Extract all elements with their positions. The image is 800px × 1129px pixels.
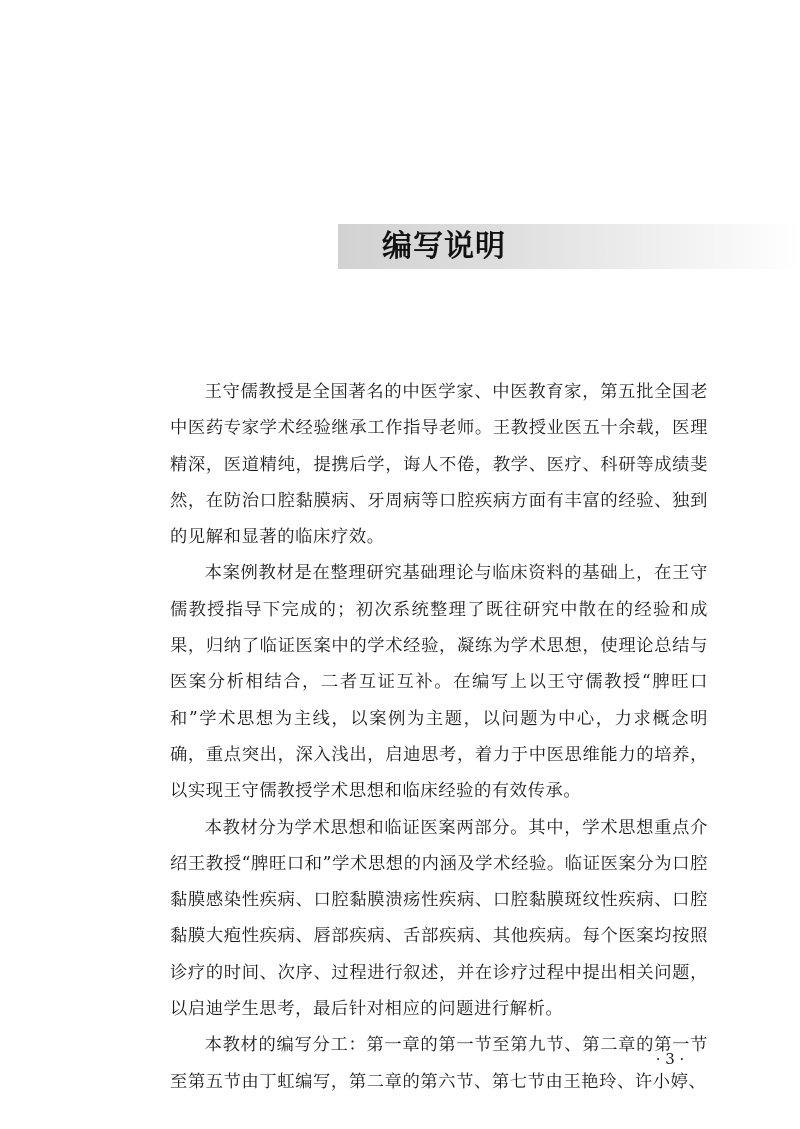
paragraph-4: 本教材的编写分工：第一章的第一节至第九节、第二章的第一节至第五节由丁虹编写，第二章的第六节、第七节由王艳玲、许小婷、 — [170, 1035, 708, 1092]
body-text — [170, 374, 708, 1100]
section-title: 编写说明 — [382, 229, 506, 264]
paragraph-1: 王守儒教授是全国著名的中医学家、中医教育家，第五批全国老中医药专家学术经验继承工作指导老师。王教授业医五十余载，医理精深，医道精纯，提携后学，诲人不倦，教学、医疗、科研等成绩斐然，在防治口腔黏膜病、牙周病等口腔疾病方面有丰富的经验、独到的见解和显著的临床疗效。 — [170, 382, 708, 548]
paragraph-2: 本案例教材是在整理研究基础理论与临床资料的基础上，在王守儒教授指导下完成的；初次系统整理了既往研究中散在的经验和成果，归纳了临证医案中的学术经验，凝练为学术思想，使理论总结与医案分析相结合，二者互证互补。在编写上以王守儒教授“脾旺口和”学术思想为主线，以案例为主题，以问题为中心，力求概念明确，重点突出，深入浅出，启迪思考，着力于中医思维能力的培养，以实现王守儒教授学术思想和临床经验的有效传承。 — [170, 563, 708, 802]
page-number: · 3 · — [655, 1050, 685, 1068]
paragraph-3: 本教材分为学术思想和临证医案两部分。其中，学术思想重点介绍王教授“脾旺口和”学术思想的内涵及学术经验。临证医案分为口腔黏膜感染性疾病、口腔黏膜溃疡性疾病、口腔黏膜斑纹性疾病、口腔黏膜大疱性疾病、唇部疾病、舌部疾病、其他疾病。每个医案均按照诊疗的时间、次序、过程进行叙述，并在诊疗过程中提出相关问题，以启迪学生思考，最后针对相应的问题进行解析。 — [170, 817, 708, 1020]
section-title-band — [338, 224, 800, 269]
